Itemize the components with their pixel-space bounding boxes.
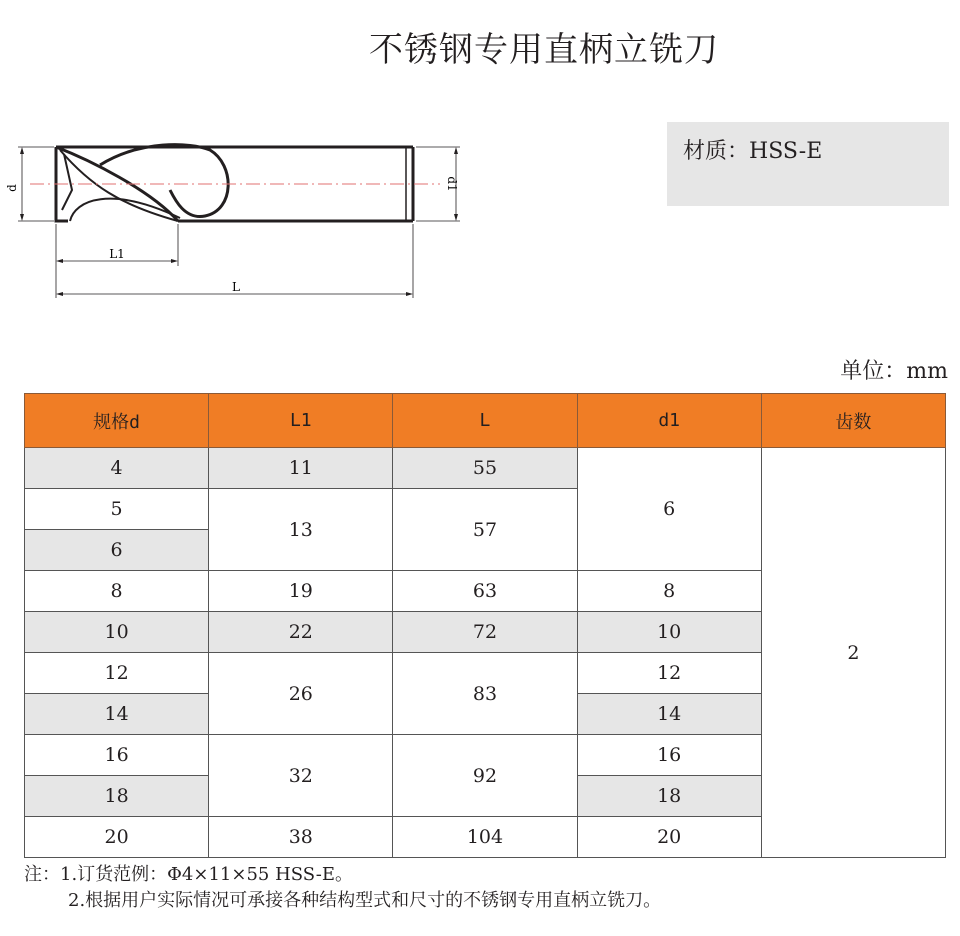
cell-d1: 18 — [577, 776, 761, 817]
unit-label: 单位： — [840, 359, 907, 384]
order-notes — [24, 862, 661, 914]
cell-d: 18 — [25, 776, 209, 817]
cell-l: 92 — [393, 735, 577, 817]
header-d1: d1 — [577, 394, 761, 448]
cell-d: 16 — [25, 735, 209, 776]
table-header-row — [25, 394, 946, 448]
cell-d: 14 — [25, 694, 209, 735]
header-teeth: 齿数 — [761, 394, 945, 448]
cell-d1: 16 — [577, 735, 761, 776]
cell-d1: 20 — [577, 817, 761, 858]
cell-d: 20 — [25, 817, 209, 858]
cell-d: 5 — [25, 489, 209, 530]
material-box — [667, 122, 949, 206]
note-line-1 — [24, 862, 661, 888]
table-row — [25, 448, 946, 489]
material-value: HSS-E — [749, 139, 823, 164]
cell-d: 12 — [25, 653, 209, 694]
header-spec-d: 规格d — [25, 394, 209, 448]
cell-l1: 32 — [209, 735, 393, 817]
end-mill-drawing — [0, 130, 480, 310]
cell-d: 4 — [25, 448, 209, 489]
dim-l1-label: L1 — [109, 247, 125, 261]
unit-note — [840, 354, 948, 385]
cell-l1: 26 — [209, 653, 393, 735]
cell-l1: 11 — [209, 448, 393, 489]
cell-d: 10 — [25, 612, 209, 653]
cell-l: 83 — [393, 653, 577, 735]
cell-l: 57 — [393, 489, 577, 571]
unit-value: mm — [906, 359, 948, 384]
note-line-2: 2.根据用户实际情况可承接各种结构型式和尺寸的不锈钢专用直柄立铣刀。 — [68, 890, 662, 911]
cell-l: 55 — [393, 448, 577, 489]
cell-d: 6 — [25, 530, 209, 571]
cell-l: 72 — [393, 612, 577, 653]
cell-l1: 19 — [209, 571, 393, 612]
note-example: 1.订货范例：Φ4×11×55 HSS-E。 — [60, 864, 354, 885]
cell-l: 104 — [393, 817, 577, 858]
cell-l1: 22 — [209, 612, 393, 653]
dim-d-label: d — [5, 184, 19, 192]
cell-l1: 13 — [209, 489, 393, 571]
dim-d1-label: d1 — [445, 176, 459, 192]
cell-l1: 38 — [209, 817, 393, 858]
cell-d1: 6 — [577, 448, 761, 571]
header-l: L — [393, 394, 577, 448]
spec-table — [24, 393, 946, 858]
cell-d1: 8 — [577, 571, 761, 612]
cell-l: 63 — [393, 571, 577, 612]
cell-teeth: 2 — [761, 448, 945, 858]
dim-l-label: L — [232, 280, 240, 294]
cell-d: 8 — [25, 571, 209, 612]
cell-d1: 10 — [577, 612, 761, 653]
header-l1: L1 — [209, 394, 393, 448]
cell-d1: 14 — [577, 694, 761, 735]
note-prefix: 注： — [24, 864, 60, 885]
cell-d1: 12 — [577, 653, 761, 694]
material-label: 材质： — [683, 139, 750, 164]
page-title: 不锈钢专用直柄立铣刀 — [369, 30, 719, 70]
